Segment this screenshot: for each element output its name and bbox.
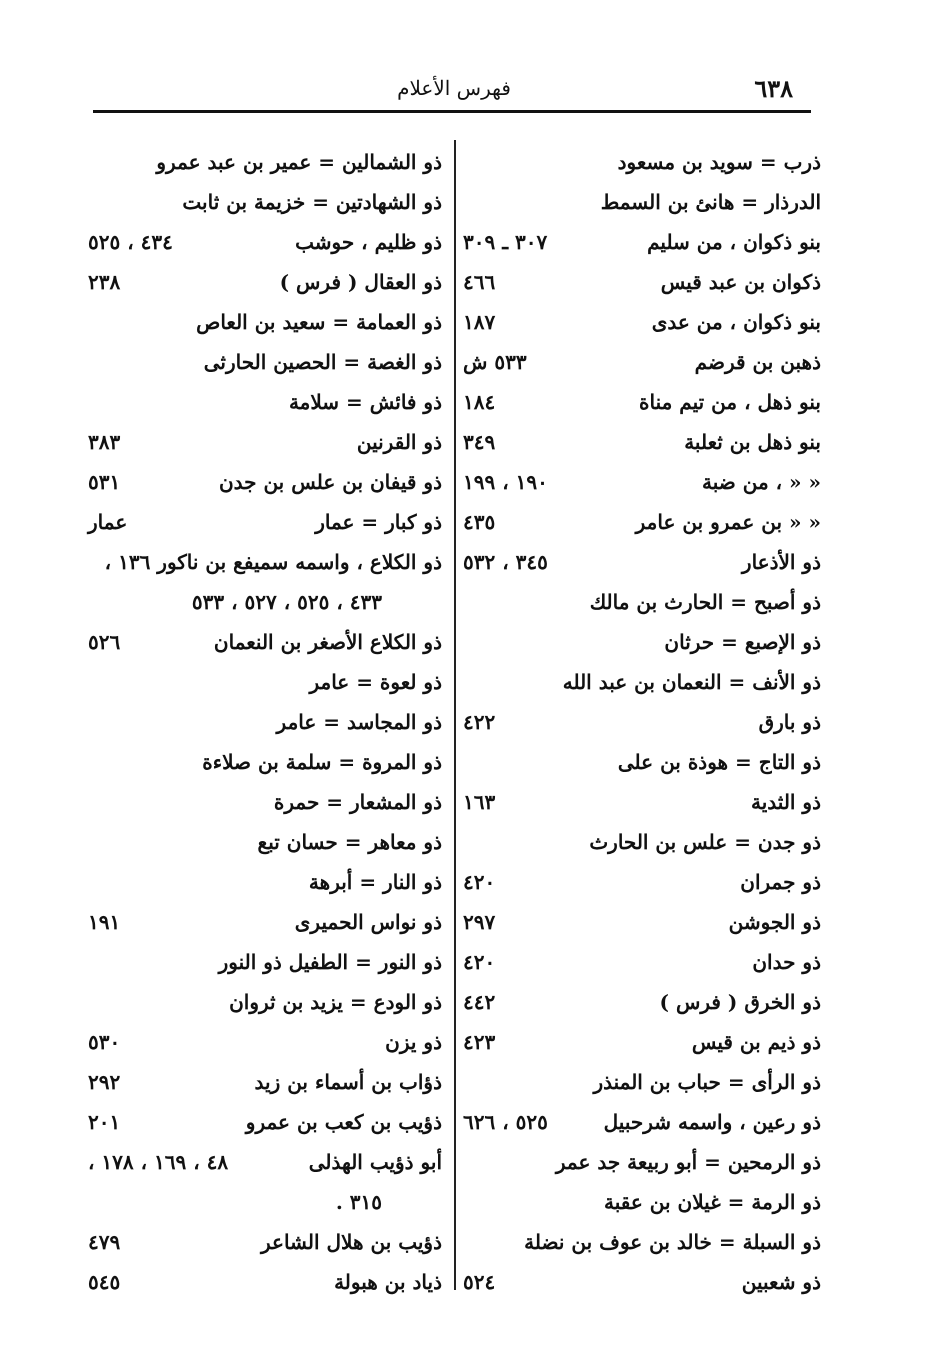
entry-pages: ٥٢٤: [463, 1270, 496, 1294]
index-entry: [463, 422, 821, 462]
index-entry: [88, 382, 442, 422]
entry-name: ذهبن بن قرضم: [694, 350, 821, 374]
entry-pages: ٥٢٥ ، ٦٢٦: [463, 1110, 548, 1134]
index-entry: [463, 742, 821, 782]
index-entry: [88, 422, 442, 462]
entry-name: ذو جدن = علس بن الحارث: [589, 830, 821, 854]
index-entry: [88, 222, 442, 262]
entry-pages: ٤٦٦: [463, 270, 496, 294]
index-entry: [88, 622, 442, 662]
index-entry: [88, 942, 442, 982]
entry-pages: ٤٨ ، ١٦٩ ، ١٧٨ ،: [88, 1150, 229, 1174]
index-entry: [463, 582, 821, 622]
index-entry: [88, 1262, 442, 1302]
page-number: ٦٣٨: [754, 74, 793, 103]
page-header: [93, 70, 815, 106]
entry-name: ذو الرمة = غيلان بن عقبة: [604, 1190, 821, 1214]
entry-name: ذو الأذعار: [741, 550, 821, 574]
entry-pages: ٥٢٦: [88, 630, 121, 654]
index-entry: [463, 302, 821, 342]
entry-pages: ٢٩٧: [463, 910, 496, 934]
entry-name: ذؤيب بن هلال الشاعر: [260, 1230, 442, 1254]
entry-name: بنو ذهل بن ثعلبة: [684, 430, 821, 454]
entry-name: بنو ذكوان ، من عدى: [651, 310, 821, 334]
entry-name: ذو كبار = عمار: [315, 510, 442, 534]
index-entry: [88, 902, 442, 942]
entry-pages: ٣٠٧ ـ ٣٠٩: [463, 230, 548, 254]
entry-name: ذو العقال ( فرس ): [279, 270, 442, 294]
index-entry: [88, 262, 442, 302]
index-entry: [463, 862, 821, 902]
entry-name: ذو الكلاع الأصغر بن النعمان: [213, 630, 442, 654]
index-entry: [463, 1182, 821, 1222]
entry-name: ذو يزن: [385, 1030, 442, 1054]
index-entry: [463, 1022, 821, 1062]
column-divider: [454, 140, 456, 1290]
index-entry: [88, 1022, 442, 1062]
index-entry: [88, 502, 442, 542]
index-entry: [463, 942, 821, 982]
index-entry: [463, 982, 821, 1022]
entry-pages: ٤٣٤ ، ٥٢٥: [88, 230, 173, 254]
entry-name: « « بن عمرو بن عامر: [635, 510, 821, 534]
index-entry: [88, 1142, 442, 1182]
entry-name: بنو ذهل ، من تيم مناة: [639, 390, 821, 414]
entry-pages: ٤٧٩: [88, 1230, 121, 1254]
index-entry: [463, 622, 821, 662]
entry-name: ذو الأنف = النعمان بن عبد الله: [562, 670, 821, 694]
index-entry: [88, 142, 442, 182]
entry-pages: ٣٤٩: [463, 430, 496, 454]
entry-name: ذو التاج = هوذة بن على: [617, 750, 821, 774]
entry-name: ذو الخرق ( فرس ): [659, 990, 821, 1014]
entry-name: « « ، من ضبة: [702, 470, 821, 494]
index-entry: [88, 1222, 442, 1262]
entry-name: ذو المجاسد = عامر: [276, 710, 442, 734]
entry-pages: ١٩١: [88, 910, 121, 934]
index-entry: [463, 1222, 821, 1262]
index-entry: [463, 662, 821, 702]
index-entry: [88, 782, 442, 822]
index-entry: [463, 262, 821, 302]
entry-pages: ٤٢٢: [463, 710, 496, 734]
entry-name: ذو شعبين: [741, 1270, 821, 1294]
entry-pages: ٣٨٣: [88, 430, 121, 454]
index-entry: [463, 902, 821, 942]
entry-pages: ٥٣٠: [88, 1030, 121, 1054]
entry-pages: ١٦٣: [463, 790, 496, 814]
entry-name: ذو نواس الحميرى: [294, 910, 442, 934]
index-entry: [463, 782, 821, 822]
index-entry: [88, 1102, 442, 1142]
entry-name: ذو الشهادتين = خزيمة بن ثابت: [182, 190, 442, 214]
entry-name: ذو فائش = سلامة: [288, 390, 442, 414]
entry-name: ذو النور = الطفيل ذو النور: [218, 950, 442, 974]
entry-pages: ٥٣٣ ش: [463, 350, 527, 374]
index-entry: [88, 822, 442, 862]
entry-pages: ٤٢٠: [463, 870, 496, 894]
entry-name: ذو لعوة = عامر: [309, 670, 442, 694]
entry-name: ذو الثدية: [751, 790, 821, 814]
entry-name: ذو جمران: [740, 870, 821, 894]
index-entry: [463, 502, 821, 542]
entry-name: ذياد بن هبولة: [334, 1270, 442, 1294]
index-entry: [463, 1142, 821, 1182]
index-entry: [88, 1062, 442, 1102]
entry-name: ذو رعين ، واسمه شرحبيل: [603, 1110, 821, 1134]
running-title: فهرس الأعلام: [397, 76, 511, 100]
index-entry: [463, 222, 821, 262]
entry-name: ذو معاهر = حسان تبع: [257, 830, 442, 854]
entry-pages: ٣٤٥ ، ٥٣٢: [463, 550, 548, 574]
entry-name: ذو ذيم بن قيس: [691, 1030, 821, 1054]
index-entry: [463, 1102, 821, 1142]
entry-name: ذو الرأى = حباب بن المنذر: [593, 1070, 821, 1094]
index-entry: [463, 702, 821, 742]
entry-name: ذو الشمالين = عمير بن عبد عمرو: [156, 150, 442, 174]
entry-name: بنو ذكوان ، من سليم: [647, 230, 821, 254]
index-entry: [463, 182, 821, 222]
entry-name: ذو المروة = سلمة بن صلاءة: [202, 750, 442, 774]
entry-pages: ٤٤٢: [463, 990, 496, 1014]
index-entry: [88, 342, 442, 382]
entry-pages: ٢٠١: [88, 1110, 121, 1134]
index-entry: [88, 742, 442, 782]
index-entry: [88, 182, 442, 222]
entry-name: ذو الكلاع ، واسمه سميفع بن ناكور ١٣٦ ،: [104, 550, 442, 574]
entry-pages: ٥٤٥: [88, 1270, 121, 1294]
index-entry: [463, 1062, 821, 1102]
index-entry-continuation: ٣١٥ .: [335, 1190, 382, 1214]
entry-name: ذو المشعار = حمرة: [273, 790, 442, 814]
index-entry: [463, 142, 821, 182]
entry-name: ذو حدان: [752, 950, 821, 974]
entry-name: ذو الغصة = الحصين الحارثى: [203, 350, 442, 374]
entry-pages: ٥٣١: [88, 470, 121, 494]
index-entry: [88, 662, 442, 702]
index-entry: [463, 822, 821, 862]
entry-name: ذو العمامة = سعيد بن العاص: [196, 310, 442, 334]
entry-name: ذؤيب بن كعب بن عمرو: [245, 1110, 442, 1134]
index-entry: [463, 542, 821, 582]
left-column: [88, 142, 442, 1302]
index-entry: [463, 382, 821, 422]
entry-name: ذو أصبح = الحارث بن مالك: [589, 590, 821, 614]
index-entry: [88, 542, 442, 582]
entry-pages: ٢٣٨: [88, 270, 121, 294]
index-entry: [88, 862, 442, 902]
entry-pages: ٤٢٣: [463, 1030, 496, 1054]
entry-name: ذو السبلة = خالد بن عوف بن نضلة: [524, 1230, 821, 1254]
index-entry: [88, 302, 442, 342]
header-rule: [93, 110, 811, 113]
entry-name: ذو الودع = يزيد بن ثروان: [229, 990, 442, 1014]
entry-pages: ١٩٠ ، ١٩٩: [463, 470, 548, 494]
entry-name: ذرب = سويد بن مسعود: [617, 150, 821, 174]
index-entry: [463, 462, 821, 502]
entry-name: ذو الرمحين = أبو ربيعة جد عمر: [555, 1150, 821, 1174]
entry-pages: عمار: [88, 510, 128, 534]
entry-name: أبو ذؤيب الهذلى: [308, 1150, 442, 1174]
entry-name: ذو النار = أبرهة: [308, 870, 442, 894]
entry-name: ذو الجوشن: [728, 910, 821, 934]
entry-pages: ١٨٤: [463, 390, 496, 414]
entry-name: الدرذار = هانئ بن السمط: [600, 190, 821, 214]
index-entry: [463, 1262, 821, 1302]
entry-pages: ٤٣٥: [463, 510, 496, 534]
entry-pages: ١٨٧: [463, 310, 496, 334]
index-entry: [88, 462, 442, 502]
entry-name: ذو قيفان بن علس بن جدن: [218, 470, 442, 494]
entry-name: ذكوان بن عبد قيس: [660, 270, 821, 294]
entry-name: ذؤاب بن أسماء بن زيد: [254, 1070, 442, 1094]
index-entry: [463, 342, 821, 382]
entry-name: ذو الإصبع = حرثان: [664, 630, 821, 654]
index-entry: [88, 702, 442, 742]
entry-name: ذو القرنين: [356, 430, 442, 454]
entry-pages: ٢٩٢: [88, 1070, 121, 1094]
index-entry: [88, 982, 442, 1022]
index-entry-continuation: ٤٣٣ ، ٥٢٥ ، ٥٢٧ ، ٥٣٣: [191, 590, 382, 614]
entry-name: ذو بارق: [758, 710, 821, 734]
entry-name: ذو ظليم ، حوشب: [295, 230, 442, 254]
entry-pages: ٤٢٠: [463, 950, 496, 974]
right-column: [463, 142, 821, 1302]
